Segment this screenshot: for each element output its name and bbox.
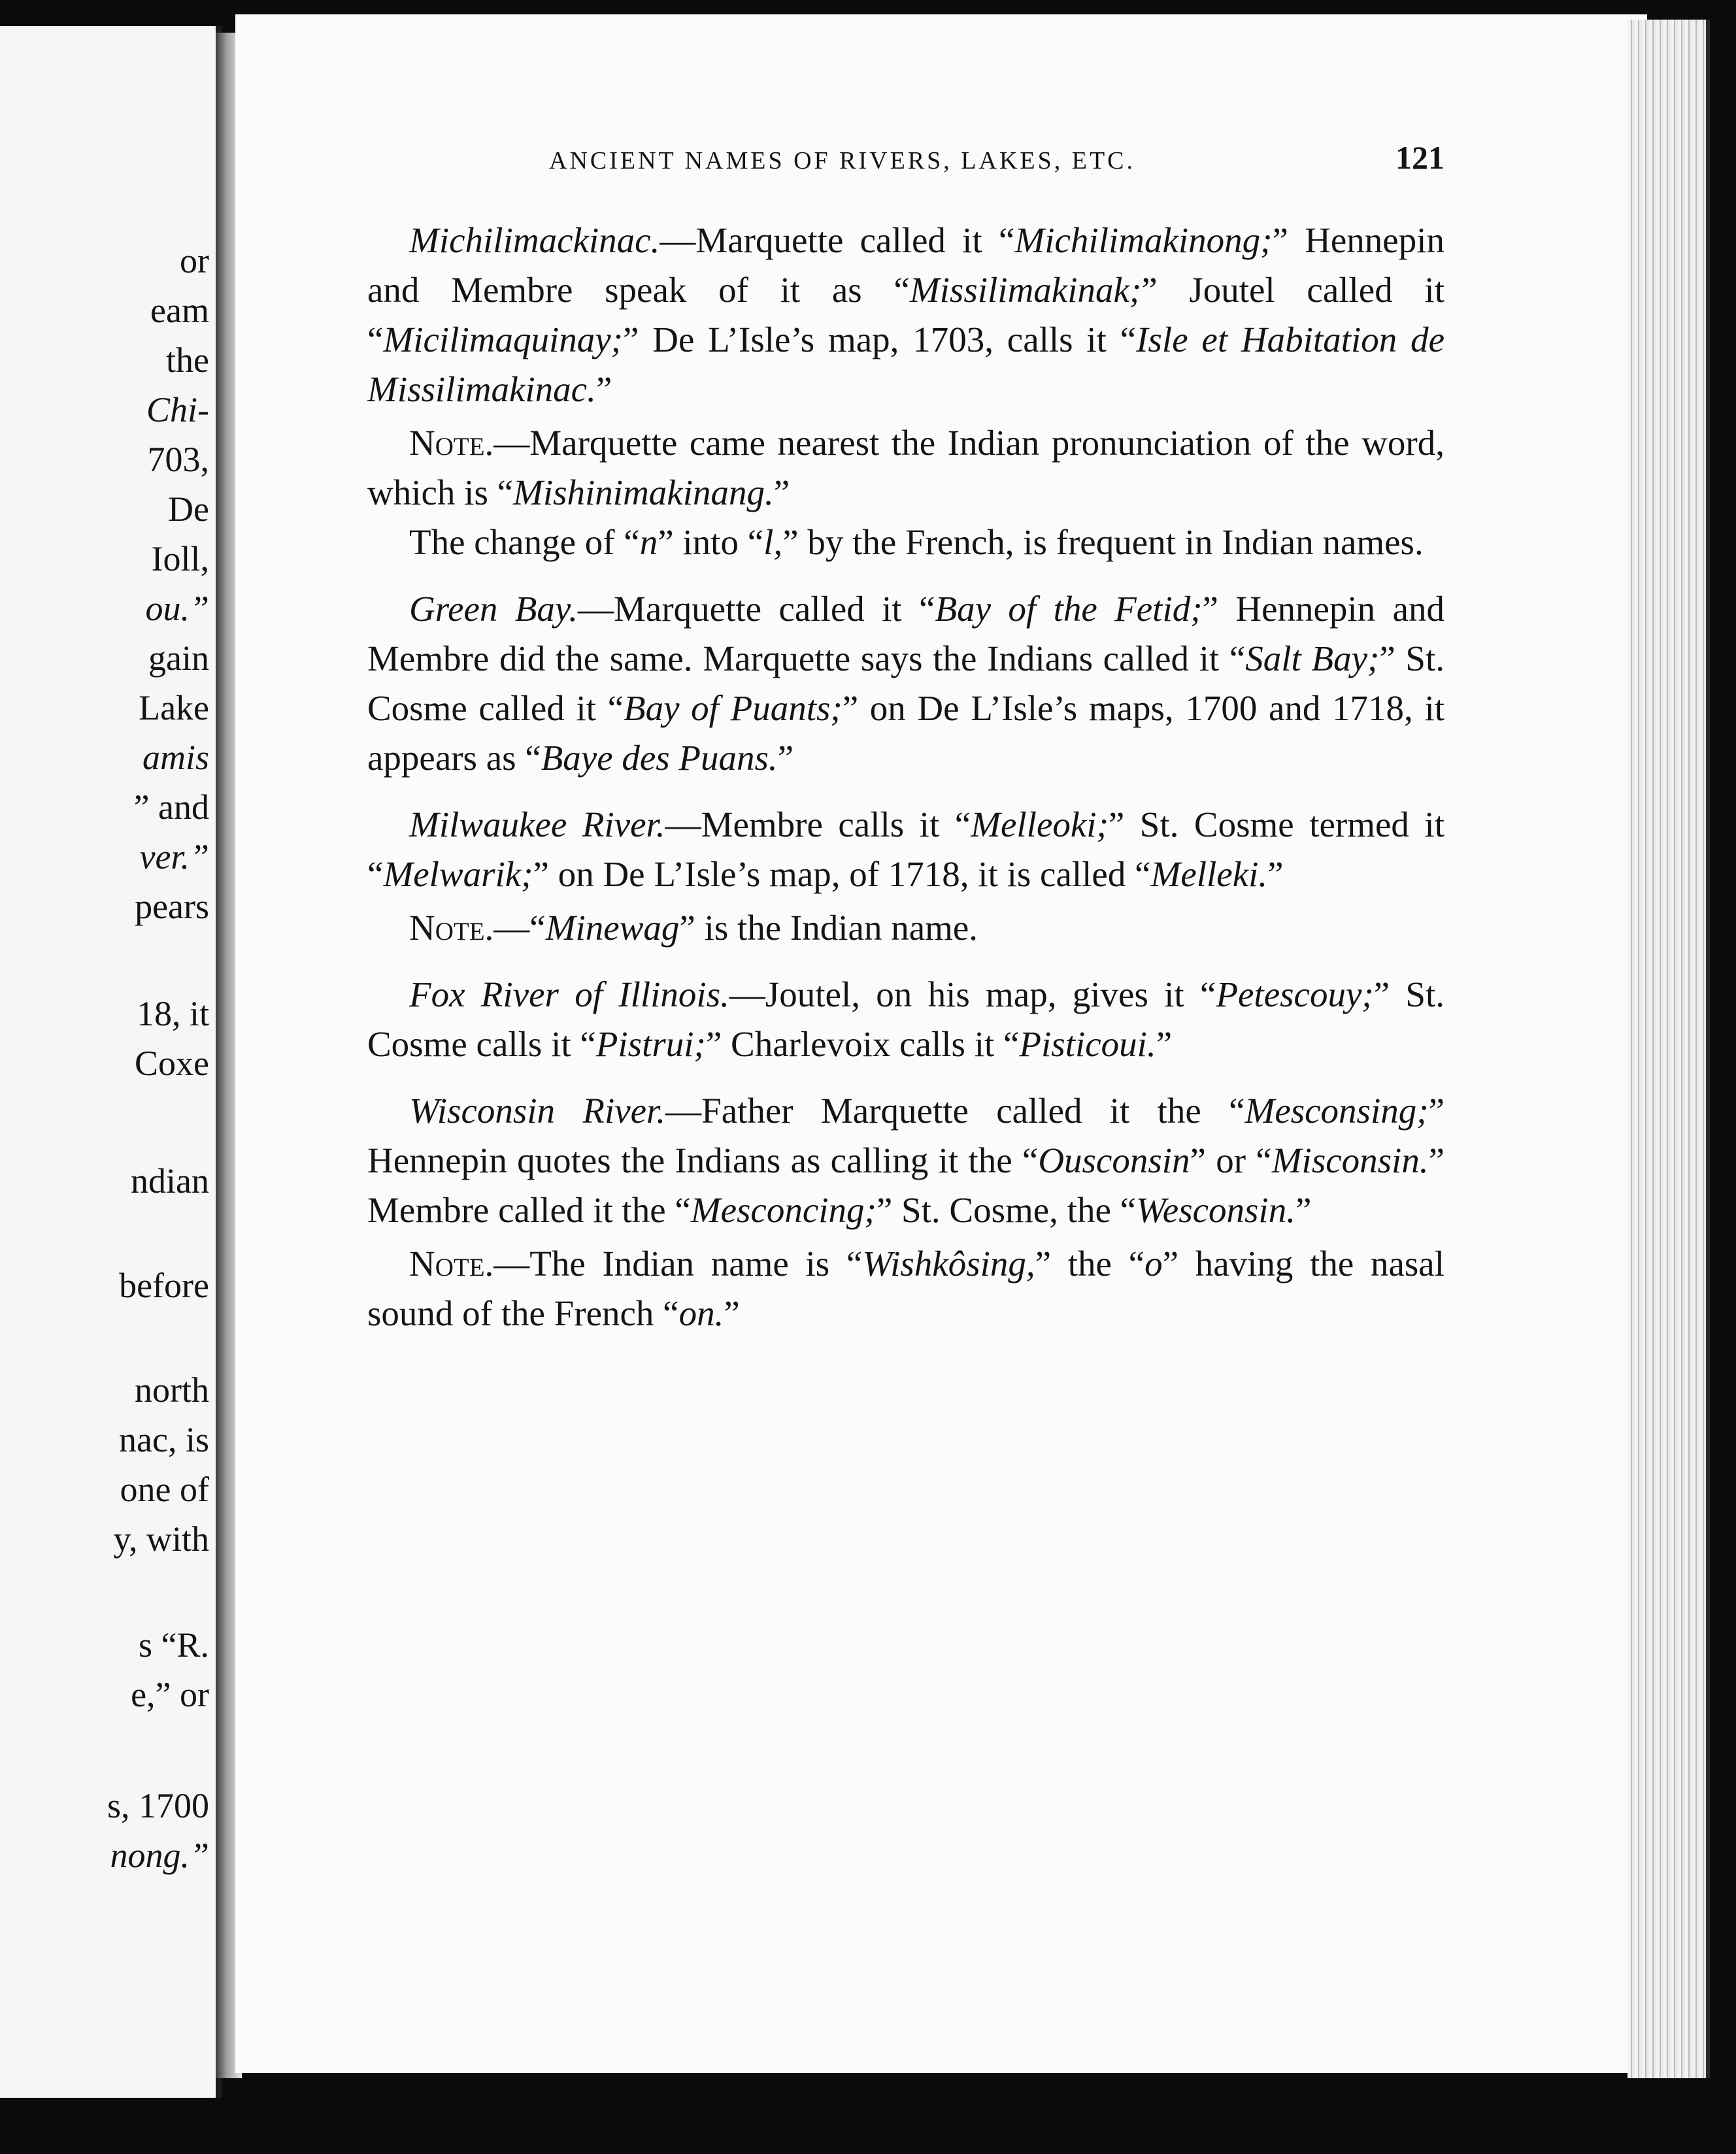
text-run: —Marquette called it “ [659,220,1015,260]
left-page-fragment: the [166,340,209,380]
italic-name: Micilimaquinay; [383,320,623,359]
entry-wisconsin-river [367,1086,1444,1235]
text-run: ” [724,1293,740,1333]
text-run: —Joutel, on his map, gives it “ [729,974,1216,1014]
page-edges [1628,20,1710,2078]
left-page-fragment: before [119,1266,209,1305]
italic-name: Wishkôsing, [862,1244,1035,1284]
note-wishkosing [367,1239,1444,1338]
entry-term: Green Bay. [409,589,578,629]
left-page-fragment: nong.” [110,1836,209,1875]
left-page-fragment: pears [135,887,209,926]
note-label: Note. [409,1244,494,1284]
italic-name: Melleoki; [971,804,1109,844]
text-run: ” is the Indian name. [679,908,978,948]
left-page-fragment: Lake [139,688,209,727]
text-run: ” Charlevoix calls it “ [705,1024,1020,1064]
text-run: ” Membre called it the “ [367,1140,1445,1230]
text-run: ” Joutel called it “ [367,270,1444,359]
text-run: —Marquette came nearest the Indian pronunciation of the word, which is “ [367,423,1444,512]
left-page-fragment: ou.” [145,589,209,628]
italic-name: Bay of the Fetid; [935,589,1203,629]
italic-name: Mesconcing; [690,1190,876,1230]
left-page-fragment: ndian [131,1161,209,1201]
text-run: —“ [493,908,546,948]
italic-name: Melwarik; [383,854,533,894]
italic-name: Minewag [545,908,680,948]
italic-name: Mishinimakinang. [513,472,774,512]
entry-term: Michilimackinac. [409,220,660,260]
italic-name: Ousconsin [1038,1140,1190,1180]
note-letter-change [367,518,1444,567]
text-run: ” [1267,854,1284,894]
facing-page-left [0,26,222,2098]
italic-name: Isle et Habitation de Missilimakinac. [367,320,1444,409]
italic-name: Pistrui; [595,1024,706,1064]
text-run: ” [773,472,790,512]
entry-milwaukee-river [367,800,1444,899]
text-run: ” De L’Isle’s map, 1703, calls it “ [623,320,1137,359]
left-page-fragment: Chi- [146,390,209,429]
left-page-fragment: amis [142,738,209,777]
entry-term: Fox River of Illinois. [409,974,729,1014]
text-run: ” on De L’Isle’s map, of 1718, it is called “ [533,854,1151,894]
note-minewag [367,903,1444,953]
italic-name: Mesconsing; [1244,1091,1429,1131]
text-run: ” St. Cosme calls it “ [367,974,1444,1064]
text-run: ” the “ [1035,1244,1145,1284]
left-page-fragment: e,” or [131,1675,209,1714]
left-page-fragment: one of [120,1470,209,1509]
note-label: Note. [409,908,494,948]
italic-name: Pisticoui. [1019,1024,1156,1064]
text-run: —Membre calls it “ [665,804,971,844]
page-body [367,216,1444,1338]
left-page-fragment: s, 1700 [107,1786,209,1825]
text-run: The change of “ [409,522,640,562]
italic-name: Wesconsin. [1136,1190,1295,1230]
text-run: ” [1295,1190,1312,1230]
text-run: —Father Marquette called it the “ [665,1091,1245,1131]
italic-name: Baye des Puans. [541,738,778,778]
left-page-fragment: ver.” [139,837,209,876]
entry-michilimackinac [367,216,1444,414]
italic-name: Missilimakinak; [909,270,1142,310]
italic-name: Bay of Puants; [624,688,843,728]
left-page-fragment: Ioll, [151,539,209,578]
left-page-fragment: De [168,489,209,529]
left-page-fragment: or [180,241,209,280]
entry-term: Wisconsin River. [409,1091,666,1131]
text-run: ” [777,738,794,778]
left-page-fragment: eam [150,291,209,330]
text-run: ” on De L’Isle’s maps, 1700 and 1718, it appears as “ [367,688,1445,778]
italic-name: Salt Bay; [1245,638,1380,678]
left-page-fragment: nac, is [119,1420,209,1459]
left-page-fragment: ” and [133,787,209,827]
text-run: —The Indian name is “ [493,1244,863,1284]
text-run: ” or “ [1190,1140,1272,1180]
entry-green-bay [367,584,1444,783]
text-run: ” St. Cosme, the “ [876,1190,1137,1230]
text-run: ” by the French, is frequent in Indian names. [782,522,1424,562]
entry-fox-river [367,970,1444,1069]
text-run: ” Hennepin and Membre did the same. Marquette says the Indians called it “ [367,589,1444,678]
text-run: ” St. Cosme termed it “ [367,804,1444,894]
italic-name: Michilimakinong; [1014,220,1273,260]
text-run: —Marquette called it “ [578,589,935,629]
left-page-fragment: 703, [147,440,209,479]
text-run: ” Hennepin quotes the Indians as calling it the “ [367,1091,1444,1180]
left-page-fragment: north [135,1370,209,1410]
text-run: ” [595,369,612,409]
italic-name: Misconsin. [1271,1140,1429,1180]
page-number: 121 [1395,139,1444,176]
italic-letter: n [639,522,658,562]
italic-letter: l, [763,522,783,562]
text-run: ” into “ [658,522,764,562]
italic-name: Melleki. [1150,854,1268,894]
page-header [549,139,1444,176]
left-page-fragment: s “R. [139,1625,209,1665]
note-pronunciation [367,418,1444,518]
note-label: Note. [409,423,494,463]
left-page-fragment: y, with [113,1519,209,1559]
entry-term: Milwaukee River. [409,804,665,844]
italic-letter: o [1144,1244,1163,1284]
text-run: ” having the nasal sound of the French “ [367,1244,1445,1333]
text-run: ” St. Cosme called it “ [367,638,1445,728]
left-page-fragment: gain [148,638,209,678]
left-page-fragment: 18, it [136,994,209,1033]
left-page-fragment: Coxe [135,1044,209,1083]
running-head: ANCIENT NAMES OF RIVERS, LAKES, ETC. [549,147,1136,174]
text-run: ” [1156,1024,1173,1064]
italic-name: on. [678,1293,724,1333]
text-run: ” Hennepin and Membre speak of it as “ [367,220,1444,310]
italic-name: Petescouy; [1216,974,1374,1014]
